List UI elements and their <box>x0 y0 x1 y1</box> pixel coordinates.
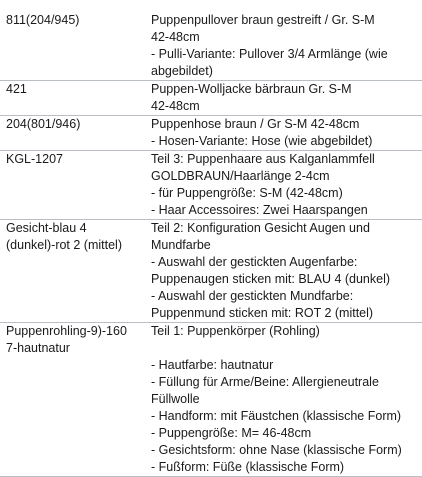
item-code-line: 811(204/945) <box>6 13 80 27</box>
item-code-line: Gesicht-blau 4 <box>6 221 87 235</box>
item-description-line: - Haar Accessoires: Zwei Haarspangen <box>151 203 368 217</box>
item-description-cell <box>146 81 422 116</box>
item-description-line: Füllwolle <box>151 392 200 406</box>
table-row <box>0 151 422 220</box>
item-description-line: Puppen-Wolljacke bärbraun Gr. S-M <box>151 82 352 96</box>
item-description-line: Teil 1: Puppenkörper (Rohling) <box>151 324 320 338</box>
item-description-line: Puppenmund sticken mit: ROT 2 (mittel) <box>151 306 374 320</box>
item-description-cell <box>146 116 422 151</box>
item-description-cell <box>146 323 422 477</box>
item-description-line: Puppenhose braun / Gr S-M 42-48cm <box>151 117 360 131</box>
item-description-line: 42-48cm <box>151 99 200 113</box>
table-row <box>0 220 422 323</box>
table-row <box>0 81 422 116</box>
item-code-line: KGL-1207 <box>6 152 63 166</box>
table-row <box>0 116 422 151</box>
item-description-line: - Gesichtsform: ohne Nase (klassische Form) <box>151 443 402 457</box>
item-code-line: 204(801/946) <box>6 117 81 131</box>
item-description-line: - Puppengröße: M= 46-48cm <box>151 426 312 440</box>
table-row <box>0 323 422 477</box>
item-description-line: - Hosen-Variante: Hose (wie abgebildet) <box>151 134 373 148</box>
item-code-cell <box>0 0 146 81</box>
item-description-line: Mundfarbe <box>151 238 211 252</box>
item-code-line: 7-hautnatur <box>6 341 70 355</box>
item-description-line: Teil 2: Konfiguration Gesicht Augen und <box>151 221 370 235</box>
item-code-line: (dunkel)-rot 2 (mittel) <box>6 238 122 252</box>
item-description-line: - Füllung für Arme/Beine: Allergieneutrale <box>151 375 379 389</box>
item-description-line: Puppenaugen sticken mit: BLAU 4 (dunkel) <box>151 272 391 286</box>
item-description-line: 42-48cm <box>151 30 200 44</box>
item-description-cell <box>146 151 422 220</box>
item-description-line: - Pulli-Variante: Pullover 3/4 Armlänge (wie <box>151 47 388 61</box>
item-description-line: - Auswahl der gestickten Augenfarbe: <box>151 255 358 269</box>
item-description-line: - für Puppengröße: S-M (42-48cm) <box>151 186 343 200</box>
item-code-cell <box>0 323 146 477</box>
item-code-cell <box>0 151 146 220</box>
table-row <box>0 0 422 81</box>
item-description-line: abgebildet) <box>151 64 213 78</box>
item-description-line: Teil 3: Puppenhaare aus Kalganlammfell <box>151 152 375 166</box>
item-description-line: - Hautfarbe: hautnatur <box>151 358 274 372</box>
item-description-cell <box>146 220 422 323</box>
item-code-cell <box>0 220 146 323</box>
item-description-line: - Handform: mit Fäustchen (klassische Form) <box>151 409 402 423</box>
item-code-cell <box>0 116 146 151</box>
item-description-line: - Auswahl der gestickten Mundfarbe: <box>151 289 354 303</box>
item-description-line <box>151 340 418 357</box>
item-code-line: Puppenrohling-9)-160 <box>6 324 127 338</box>
item-description-line: Puppenpullover braun gestreift / Gr. S-M <box>151 13 375 27</box>
item-description-line: - Fußform: Füße (klassische Form) <box>151 460 345 474</box>
item-description-cell <box>146 0 422 81</box>
item-code-line: 421 <box>6 82 27 96</box>
item-description-line: GOLDBRAUN/Haarlänge 2-4cm <box>151 169 330 183</box>
item-code-cell <box>0 81 146 116</box>
